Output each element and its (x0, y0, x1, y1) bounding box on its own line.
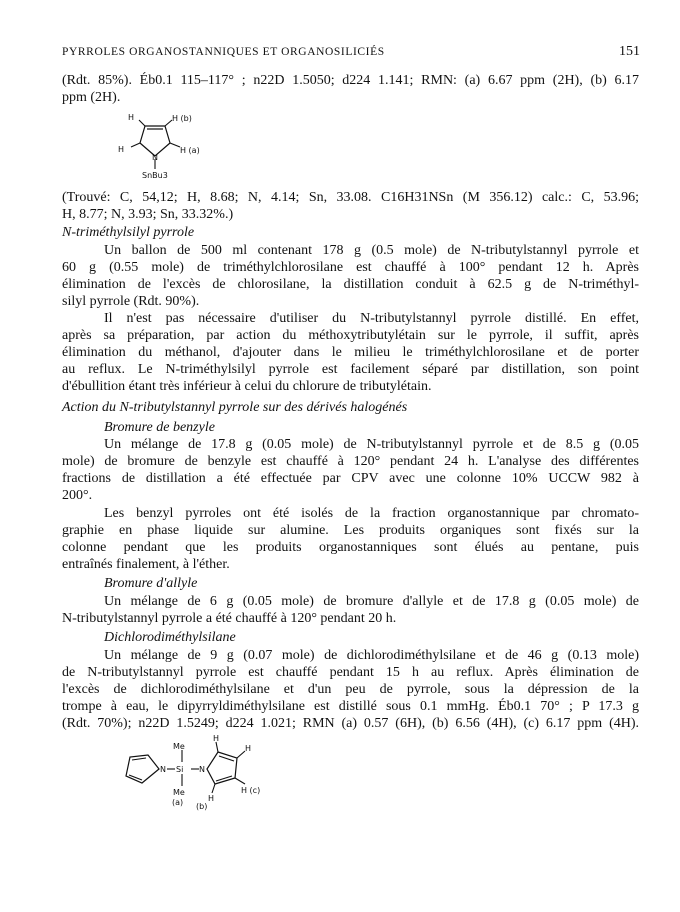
atom-h-bottom-label: H (208, 794, 215, 803)
text-line: mole) de bromure de benzyle est chauffé à 120° pendant 24 h. L'analyse des différentes (62, 454, 639, 469)
bond-h-top (216, 742, 218, 752)
text-line: entraînés finalement, à l'éther. (62, 557, 230, 572)
page-number: 151 (619, 44, 640, 59)
page-header (62, 44, 640, 64)
label-a: (a) (172, 798, 184, 807)
text-line: trompe à eau, le dipyrryldiméthylsilane est distillé sous 0.1 mmHg. Éb0.1 70° ; P 17.3 g (62, 699, 639, 714)
text-line: élimination de l'excès de chlorosilane, la distillation conduit à 62.5 g de N-triméthyl- (62, 277, 639, 292)
snbu3-label: SnBu3 (142, 171, 168, 180)
nitrogen-right-label: N (199, 765, 205, 774)
section-heading-trimethylsilyl: N-triméthylsilyl pyrrole (62, 225, 195, 240)
nitrogen-left-label: N (160, 765, 166, 774)
text-line: Il n'est pas nécessaire d'utiliser du N-tributylstannyl pyrrole distillé. En effet, (104, 311, 639, 326)
left-pyrrole-ring (126, 755, 159, 783)
text-line: d'ébullition étant très inférieur à celui du chlorure de tributylétain. (62, 379, 432, 394)
nitrogen-label: N (152, 153, 158, 162)
text-line: 60 g (0.55 mole) de triméthylchlorosilane est chauffé à 100° pendant 12 h. Après (62, 260, 639, 275)
atom-h-right-label: H (245, 744, 252, 753)
found-line-2: H, 8.77; N, 3.93; Sn, 33.32%.) (62, 207, 234, 222)
bond-h-b (212, 784, 215, 793)
text-line: N-tributylstannyl pyrrole a été chauffé à 120° pendant 20 h. (62, 611, 397, 626)
atom-h-left-label: H (118, 145, 125, 154)
text-line: Un mélange de 17.8 g (0.05 mole) de N-tributylstannyl pyrrole et de 8.5 g (0.05 (104, 437, 639, 452)
dipyrryldimethylsilane-structure (115, 732, 315, 832)
silicon-label: Si (176, 765, 184, 774)
text-line: Les benzyl pyrroles ont été isolés de la fraction organostannique par chromato- (104, 506, 639, 521)
text-line: au reflux. Le N-triméthylsilyl pyrrole est facilement séparé par distillation, son point (62, 362, 639, 377)
running-title: PYRROLES ORGANOSTANNIQUES ET ORGANOSILICIÉS (62, 46, 385, 58)
allyl-paragraph (62, 593, 639, 627)
ring-double-bond (129, 775, 142, 780)
text-line: fractions de distillation a été effectuée par CPV avec une colonne 10% UCCW 982 à (62, 471, 639, 486)
text-line: Un mélange de 6 g (0.05 mole) de bromure d'allyle et de 17.8 g (0.05 mole) de (104, 594, 639, 609)
text-line: Un ballon de 500 ml contenant 178 g (0.5 mole) de N-tributylstannyl pyrrole et (104, 243, 639, 258)
text-line: 200°. (62, 488, 93, 503)
subheading-allyl-bromide: Bromure d'allyle (104, 576, 198, 591)
intro-line-2: ppm (2H). (62, 90, 121, 105)
methyl-top-label: Me (173, 742, 185, 751)
h-b-label: H (b) (172, 114, 192, 123)
text-line: Un mélange de 9 g (0.07 mole) de dichlorodiméthylsilane et de 46 g (0.13 mole) (104, 648, 639, 663)
atom-h-label: H (128, 113, 135, 122)
bond-h (139, 120, 145, 126)
pyrrole-ring (140, 126, 170, 156)
subheading-dichlorodimethylsilane: Dichlorodiméthylsilane (104, 630, 236, 645)
label-b: (b) (196, 802, 208, 811)
text-line: de N-tributylstannyl pyrrole est chauffé pendant 15 h au reflux. Après élimination de (62, 665, 639, 680)
intro-line-1: (Rdt. 85%). Éb0.1 115–117° ; n22D 1.5050; d224 1.141; RMN: (a) 6.67 ppm (2H), (b) 6.17 (62, 73, 639, 88)
bond-h-c (235, 778, 245, 784)
text-line: graphie en phase liquide sur alumine. Les produits organiques sont fixés sur la (62, 523, 639, 538)
benzyl-paragraph-2 (62, 505, 639, 573)
subheading-benzyl-bromide: Bromure de benzyle (104, 420, 215, 435)
benzyl-paragraph-1 (62, 436, 639, 504)
h-a-label: H (a) (180, 146, 200, 155)
text-line: l'excès de dichlorodiméthylsilane et d'un peu de pyrrole, sous la dépression de la (62, 682, 639, 697)
text-line: colonne pendant que les produits organostanniques sont élués au pentane, puis (62, 540, 639, 555)
bond-h-right (237, 751, 245, 758)
dichlorodimethylsilane-paragraph (62, 647, 639, 732)
ring-double-bond (132, 758, 146, 760)
ring-double-bond (216, 776, 232, 781)
pyrrole-tributylstannyl-structure (110, 112, 240, 187)
text-line: élimination du méthanol, d'ajouter dans le milieu le triméthylchlorosilane et de porter (62, 345, 639, 360)
bond-h-a (170, 143, 180, 147)
trimethylsilyl-paragraph-1 (62, 242, 639, 310)
bond-h-left (131, 143, 140, 147)
text-line: (Rdt. 70%); n22D 1.5249; d224 1.021; RMN (a) 0.57 (6H), (b) 6.56 (4H), (c) 6.17 ppm (4H). (62, 716, 639, 731)
h-c-label: H (c) (241, 786, 261, 795)
text-line: silyl pyrrole (Rdt. 90%). (62, 294, 200, 309)
found-line-1: (Trouvé: C, 54,12; H, 8.68; N, 4.14; Sn, 33.08. C16H31NSn (M 356.12) calc.: C, 53.96; (62, 190, 639, 205)
bond-h-b (165, 120, 172, 126)
text-line: après sa préparation, par action du méthoxytributylétain sur le pyrrole, il suffit, après (62, 328, 639, 343)
methyl-bottom-label: Me (173, 788, 185, 797)
section-heading-halides: Action du N-tributylstannyl pyrrole sur des dérivés halogénés (62, 400, 408, 415)
atom-h-top-label: H (213, 734, 220, 743)
trimethylsilyl-paragraph-2 (62, 310, 639, 395)
